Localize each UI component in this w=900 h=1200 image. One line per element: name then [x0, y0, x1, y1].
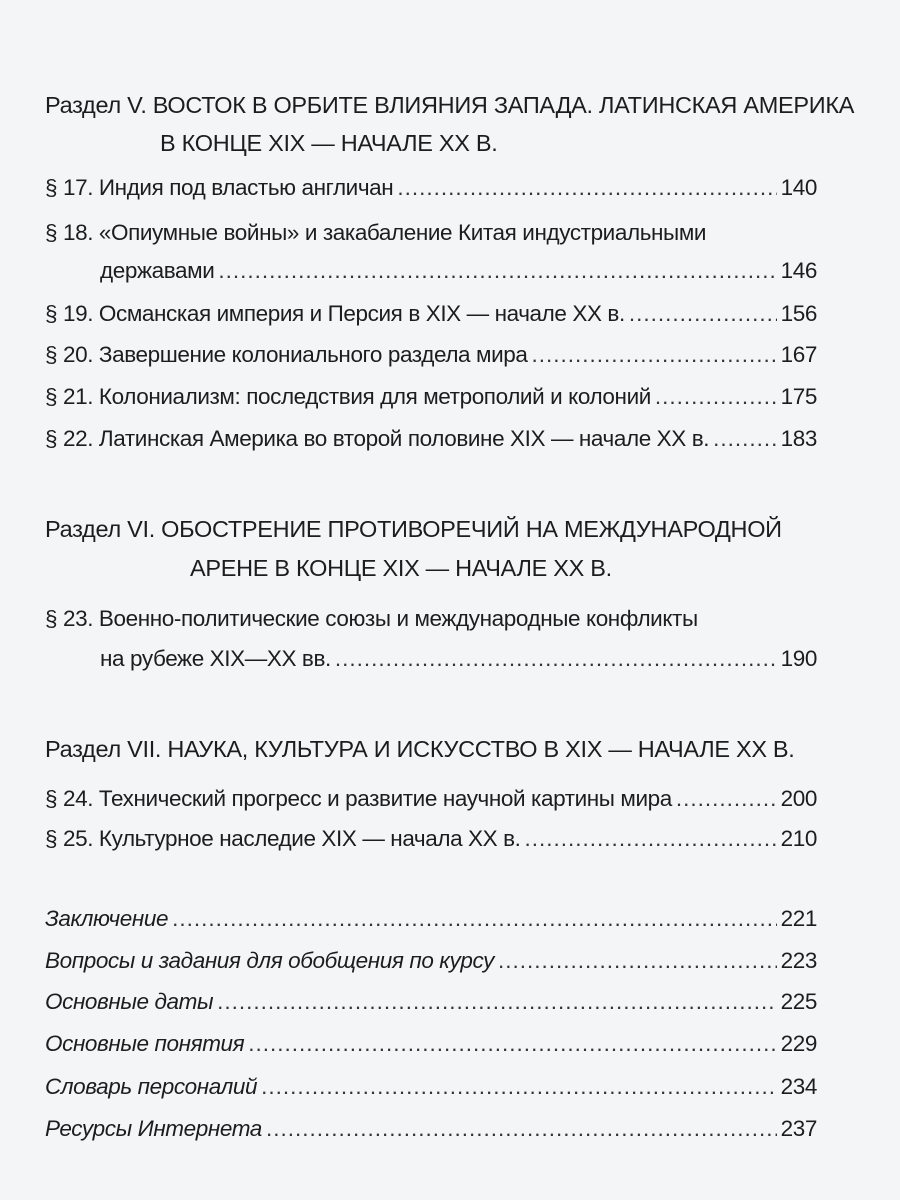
entry-title: Заключение	[45, 906, 169, 931]
leader-dots	[335, 642, 777, 676]
leader-dots	[261, 1070, 777, 1104]
entry-title: Словарь персоналий	[45, 1074, 258, 1099]
entry-title: § 21. Колониализм: последствия для метрополий и колоний	[45, 384, 651, 409]
entry-page: 156	[780, 301, 817, 326]
leader-dots	[498, 944, 777, 978]
leader-dots	[655, 380, 777, 414]
toc-entry[interactable]	[45, 216, 817, 250]
leader-dots	[629, 297, 777, 331]
toc-entry-cont[interactable]	[100, 254, 817, 288]
leader-dots	[531, 338, 776, 372]
section-title: АРЕНЕ В КОНЦЕ XIX — НАЧАЛЕ XX В.	[190, 555, 612, 581]
entry-title: § 17. Индия под властью англичан	[45, 175, 394, 200]
toc-entry-appendix[interactable]	[45, 1112, 817, 1146]
section-heading	[45, 88, 855, 122]
entry-page: 175	[780, 384, 817, 409]
entry-title: Вопросы и задания для обобщения по курсу	[45, 948, 494, 973]
toc-entry[interactable]	[45, 822, 817, 856]
entry-page: 237	[780, 1116, 817, 1141]
leader-dots	[218, 254, 776, 288]
entry-title: Основные даты	[45, 989, 214, 1014]
section-title: Раздел VI. ОБОСТРЕНИЕ ПРОТИВОРЕЧИЙ НА МЕЖДУНАРОДНОЙ	[45, 516, 782, 542]
leader-dots	[266, 1112, 777, 1146]
entry-title: Ресурсы Интернета	[45, 1116, 262, 1141]
leader-dots	[676, 782, 777, 816]
toc-entry[interactable]	[45, 297, 817, 331]
toc-entry[interactable]	[45, 602, 817, 636]
section-title: Раздел VII. НАУКА, КУЛЬТУРА И ИСКУССТВО В XIX — НАЧАЛЕ XX В.	[45, 736, 795, 762]
entry-title: § 24. Технический прогресс и развитие научной картины мира	[45, 786, 672, 811]
leader-dots	[713, 422, 777, 456]
entry-title: § 22. Латинская Америка во второй половине XIX — начале XX в.	[45, 426, 710, 451]
entry-page: 234	[780, 1074, 817, 1099]
toc-entry[interactable]	[45, 380, 817, 414]
entry-page: 225	[780, 989, 817, 1014]
toc-entry-cont[interactable]	[100, 642, 817, 676]
leader-dots	[217, 985, 777, 1019]
toc-entry-appendix[interactable]	[45, 944, 817, 978]
entry-title: Основные понятия	[45, 1031, 245, 1056]
entry-title: § 25. Культурное наследие XIX — начала XX в.	[45, 826, 521, 851]
entry-page: 221	[780, 906, 817, 931]
section-heading-cont	[190, 551, 900, 585]
section-title: Раздел V. ВОСТОК В ОРБИТЕ ВЛИЯНИЯ ЗАПАДА. ЛАТИНСКАЯ АМЕРИКА	[45, 92, 855, 118]
entry-title: § 19. Османская империя и Персия в XIX — начале XX в.	[45, 301, 625, 326]
leader-dots	[172, 902, 777, 936]
entry-title: державами	[100, 258, 215, 283]
entry-title: на рубеже XIX—XX вв.	[100, 646, 331, 671]
entry-page: 183	[780, 426, 817, 451]
toc-entry-appendix[interactable]	[45, 985, 817, 1019]
entry-page: 190	[780, 646, 817, 671]
section-heading-cont	[160, 126, 900, 160]
entry-page: 210	[780, 826, 817, 851]
toc-entry[interactable]	[45, 338, 817, 372]
toc-entry-appendix[interactable]	[45, 1070, 817, 1104]
section-title: В КОНЦЕ XIX — НАЧАЛЕ XX В.	[160, 130, 498, 156]
section-heading	[45, 512, 817, 546]
leader-dots	[525, 822, 777, 856]
toc-entry-appendix[interactable]	[45, 902, 817, 936]
entry-page: 229	[780, 1031, 817, 1056]
leader-dots	[397, 171, 776, 205]
entry-title: § 23. Военно-политические союзы и международные конфликты	[45, 606, 698, 631]
leader-dots	[248, 1027, 776, 1061]
entry-page: 167	[780, 342, 817, 367]
entry-title: § 18. «Опиумные войны» и закабаление Китая индустриальными	[45, 220, 707, 245]
entry-page: 140	[780, 175, 817, 200]
toc-entry[interactable]	[45, 422, 817, 456]
section-heading	[45, 732, 817, 766]
entry-page: 223	[780, 948, 817, 973]
entry-title: § 20. Завершение колониального раздела мира	[45, 342, 528, 367]
entry-page: 146	[780, 258, 817, 283]
toc-entry[interactable]	[45, 171, 817, 205]
toc-entry-appendix[interactable]	[45, 1027, 817, 1061]
entry-page: 200	[780, 786, 817, 811]
toc-entry[interactable]	[45, 782, 817, 816]
